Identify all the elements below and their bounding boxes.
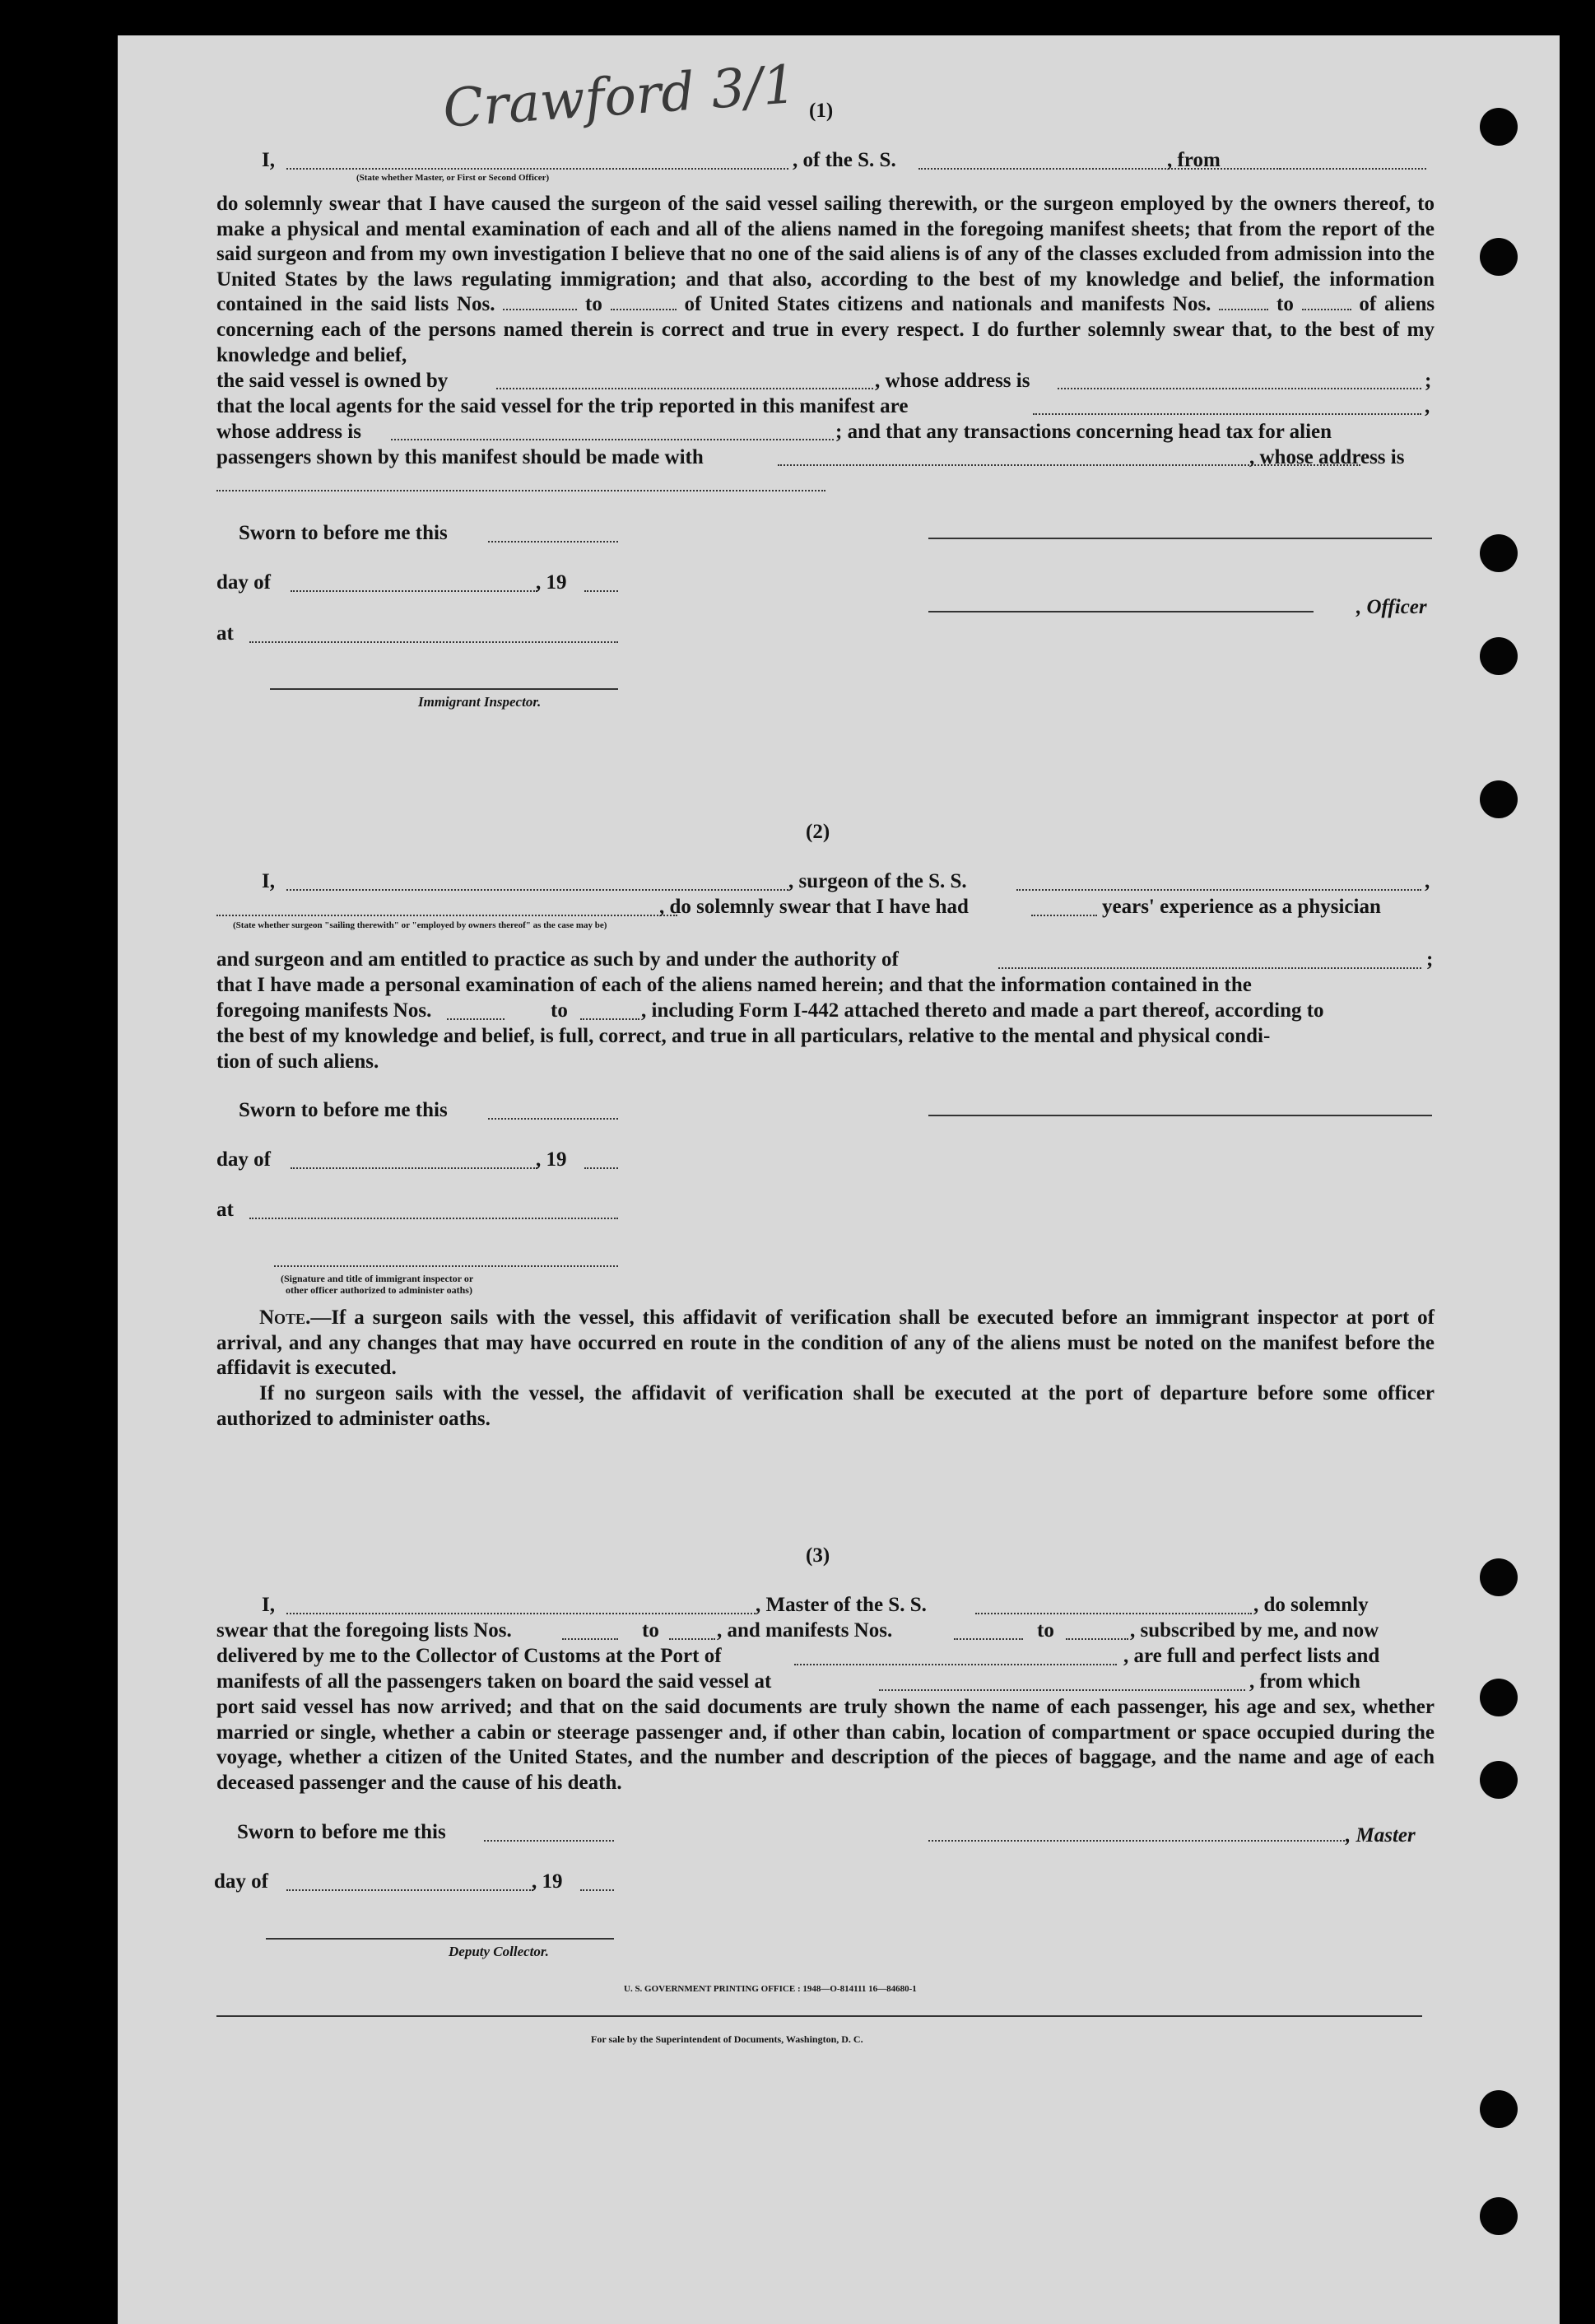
s1-officer-title-line[interactable] bbox=[928, 611, 1314, 612]
s3-do-solemnly: , do solemnly bbox=[1253, 1594, 1369, 1616]
s2-note-paragraph-2: If no surgeon sails with the vessel, the affidavit of verification shall be executed at the port of departure before some officer authorized to administer oaths. bbox=[216, 1382, 1435, 1430]
s1-whose-address-label: , whose address is bbox=[875, 370, 1030, 392]
s3-i-label: I, bbox=[262, 1594, 275, 1616]
punch-hole bbox=[1480, 238, 1518, 276]
s3-manifests-to-field[interactable] bbox=[1066, 1638, 1128, 1640]
footer-rule bbox=[216, 2015, 1422, 2017]
punch-hole bbox=[1480, 637, 1518, 675]
s2-year-field[interactable] bbox=[584, 1167, 618, 1169]
s2-year-label: , 19 bbox=[536, 1148, 567, 1171]
comma: , bbox=[1425, 870, 1430, 892]
s3-line2e: , subscribed by me, and now bbox=[1130, 1619, 1379, 1642]
s2-at-label: at bbox=[216, 1199, 234, 1221]
s3-line2b: to bbox=[642, 1619, 659, 1642]
punch-hole bbox=[1480, 534, 1518, 572]
s1-vessel-name-field[interactable] bbox=[918, 168, 1281, 170]
s2-manifest-to-field[interactable] bbox=[580, 1018, 639, 1020]
s1-i-label: I, bbox=[262, 149, 275, 171]
s1-agents-address-field[interactable] bbox=[391, 439, 834, 440]
s1-from-label: , from bbox=[1167, 149, 1221, 171]
s2-surgeon-of-label: , surgeon of the S. S. bbox=[788, 870, 967, 892]
s3-body-paragraph: port said vessel has now arrived; and that on the said documents are truly shown the name of each passenger, his age and sex, whether married or single, whether a cabin or steerage passenger and, if other than cabin, location of compartment or space occupied during the voyage, whether a citizen of the United States, and the number and description of the pieces of baggage, and the name and age of each deceased passenger and the cause of his death. bbox=[216, 1696, 1435, 1794]
s2-inspector-signature-line[interactable] bbox=[274, 1265, 618, 1267]
s1-year-label: , 19 bbox=[536, 571, 567, 594]
s3-deputy-signature-line[interactable] bbox=[266, 1938, 614, 1940]
s2-at-field[interactable] bbox=[249, 1218, 618, 1219]
s2-vessel-field[interactable] bbox=[1016, 889, 1421, 891]
s1-year-field[interactable] bbox=[584, 590, 618, 592]
s3-lists-to-field[interactable] bbox=[669, 1638, 715, 1640]
section-3-number: (3) bbox=[806, 1544, 830, 1567]
s2-manifest-from-field[interactable] bbox=[447, 1018, 505, 1020]
s3-manifests-from-field[interactable] bbox=[954, 1638, 1023, 1640]
s3-line3a: delivered by me to the Collector of Customs at the Port of bbox=[216, 1645, 722, 1667]
s3-master-label: , Master bbox=[1346, 1824, 1416, 1847]
s1-at-field[interactable] bbox=[249, 641, 618, 643]
s2-authority-field[interactable] bbox=[998, 967, 1421, 969]
section-2-number: (2) bbox=[806, 821, 830, 843]
s2-month-field[interactable] bbox=[291, 1167, 537, 1169]
s1-whose-address2-label: whose address is bbox=[216, 421, 361, 443]
punch-hole bbox=[1480, 108, 1518, 146]
s2-sworn-day-field[interactable] bbox=[488, 1118, 618, 1120]
s1-month-field[interactable] bbox=[291, 590, 537, 592]
s2-swear-text: , do solemnly swear that I have had bbox=[659, 896, 969, 918]
s3-sworn-label: Sworn to before me this bbox=[237, 1821, 446, 1843]
s3-master-name-field[interactable] bbox=[286, 1613, 756, 1614]
punch-hole bbox=[1480, 1558, 1518, 1596]
s1-of-ss-label: , of the S. S. bbox=[793, 149, 896, 171]
s3-master-signature-line[interactable] bbox=[928, 1840, 1345, 1842]
s2-sworn-label: Sworn to before me this bbox=[239, 1099, 448, 1121]
s3-line2c: , and manifests Nos. bbox=[717, 1619, 893, 1642]
s1-from-field[interactable] bbox=[1237, 168, 1426, 170]
s1-head-tax-text: ; and that any transactions concerning head tax for alien bbox=[835, 421, 1332, 443]
s1-officer-name-field[interactable] bbox=[286, 168, 788, 170]
s2-surgeon-name-field[interactable] bbox=[286, 889, 788, 891]
s2-note-paragraph: Note.—If a surgeon sails with the vessel, this affidavit of verification shall be executed before an immigrant inspector at port of arrival, and any changes that may have occurred en route in the condition of any of the aliens must be noted on the manifest before the affidavit is executed. bbox=[216, 1306, 1435, 1380]
s3-line2a: swear that the foregoing lists Nos. bbox=[216, 1619, 512, 1642]
s1-sworn-day-field[interactable] bbox=[488, 541, 618, 543]
s1-whose-address3-label: , whose address is bbox=[1249, 446, 1405, 468]
semicolon: ; bbox=[1425, 370, 1432, 392]
s2-status-note: (State whether surgeon "sailing therewith" or "employed by owners thereof" as the case may be) bbox=[233, 920, 607, 930]
punch-hole bbox=[1480, 780, 1518, 818]
s1-passengers-label: passengers shown by this manifest should be made with bbox=[216, 446, 704, 468]
s1-owner-address-field[interactable] bbox=[1058, 388, 1421, 389]
s3-deputy-label: Deputy Collector. bbox=[449, 1944, 549, 1959]
punch-hole bbox=[1480, 1679, 1518, 1716]
s3-line3b: , are full and perfect lists and bbox=[1123, 1645, 1380, 1667]
handwritten-note: Crawford 3/1 bbox=[440, 54, 798, 140]
s3-line2d: to bbox=[1037, 1619, 1054, 1642]
s2-sailing-status-field[interactable] bbox=[216, 915, 677, 916]
s2-exam-line4: tion of such aliens. bbox=[216, 1050, 379, 1073]
s1-officer-note: (State whether Master, or First or Second Officer) bbox=[356, 173, 550, 183]
semicolon: ; bbox=[1426, 948, 1434, 971]
s2-exam-line2a: foregoing manifests Nos. bbox=[216, 999, 432, 1022]
s1-body-paragraph: do solemnly swear that I have caused the surgeon of the said vessel sailing therewith, or the surgeon employed by the owners thereof, to make a physical and mental examination of each and all of the aliens named in the foregoing manifest sheets; that from the report of the said surgeon and from my own investigation I believe that no one of the said aliens is of any of the classes excluded from admission into the United States by the laws regulating immigration; and that also, according to the best of my knowledge and belief, the information contained in the said lists Nos. to of United States citizens and nationals and manifests Nos. to of aliens concerning each of the persons named therein is correct and true in every respect. I do further solemnly swear that, to the best of my knowledge and belief, bbox=[216, 193, 1435, 366]
s3-line4b: , from which bbox=[1249, 1670, 1360, 1693]
s1-local-agents-field[interactable] bbox=[1033, 413, 1421, 415]
s1-officer-label: , Officer bbox=[1356, 596, 1427, 618]
s1-sworn-label: Sworn to before me this bbox=[239, 522, 448, 544]
s3-month-field[interactable] bbox=[286, 1889, 533, 1891]
s3-year-field[interactable] bbox=[580, 1889, 614, 1891]
s1-inspector-label: Immigrant Inspector. bbox=[418, 694, 542, 710]
for-sale-line: For sale by the Superintendent of Documents, Washington, D. C. bbox=[591, 2033, 863, 2045]
s2-surgeon-signature-line[interactable] bbox=[928, 1115, 1432, 1116]
s1-officer-signature-line[interactable] bbox=[928, 538, 1432, 539]
s1-owned-by-label: the said vessel is owned by bbox=[216, 370, 449, 392]
s3-port-field[interactable] bbox=[794, 1664, 1117, 1665]
s3-lists-from-field[interactable] bbox=[562, 1638, 618, 1640]
comma: , bbox=[1425, 395, 1430, 417]
s2-years-text: years' experience as a physician bbox=[1102, 896, 1381, 918]
s1-local-agents-label: that the local agents for the said vessel for the trip reported in this manifest are bbox=[216, 395, 909, 417]
s1-at-label: at bbox=[216, 622, 234, 645]
s2-years-field[interactable] bbox=[1031, 915, 1097, 916]
s1-inspector-signature-line[interactable] bbox=[270, 688, 618, 690]
s1-day-of-label: day of bbox=[216, 571, 271, 594]
s3-line4a: manifests of all the passengers taken on board the said vessel at bbox=[216, 1670, 772, 1693]
s2-to-label: to bbox=[551, 999, 568, 1022]
s2-day-of-label: day of bbox=[216, 1148, 271, 1171]
punch-hole bbox=[1480, 2090, 1518, 2128]
s2-exam-line2c: , including Form I-442 attached thereto and made a part thereof, according to bbox=[641, 999, 1324, 1022]
s3-departure-port-field[interactable] bbox=[879, 1689, 1245, 1691]
manifest-affidavit-page bbox=[118, 35, 1560, 2324]
s3-sworn-day-field[interactable] bbox=[484, 1840, 614, 1842]
punch-hole bbox=[1480, 1761, 1518, 1799]
s3-master-of-label: , Master of the S. S. bbox=[756, 1594, 927, 1616]
s2-exam-line3: the best of my knowledge and belief, is full, correct, and true in all particulars, relative to the mental and physical condi- bbox=[216, 1025, 1271, 1047]
s1-owner-field[interactable] bbox=[496, 388, 873, 389]
printer-line: U. S. GOVERNMENT PRINTING OFFICE : 1948—O-814111 16—84680-1 bbox=[624, 1984, 917, 1994]
punch-hole bbox=[1480, 2197, 1518, 2235]
s2-i-label: I, bbox=[262, 870, 275, 892]
section-1-number: (1) bbox=[809, 100, 834, 122]
s2-sig-note: (Signature and title of immigrant inspector or other officer authorized to administer oaths) bbox=[281, 1273, 474, 1296]
s3-year-label: , 19 bbox=[532, 1870, 563, 1893]
s3-vessel-field[interactable] bbox=[975, 1613, 1252, 1614]
s1-head-tax-address-field[interactable] bbox=[216, 490, 825, 491]
s2-exam-line1: that I have made a personal examination of each of the aliens named herein; and that the information contained in the bbox=[216, 974, 1252, 996]
s3-day-of-label: day of bbox=[214, 1870, 268, 1893]
s2-authority-text: and surgeon and am entitled to practice as such by and under the authority of bbox=[216, 948, 899, 971]
